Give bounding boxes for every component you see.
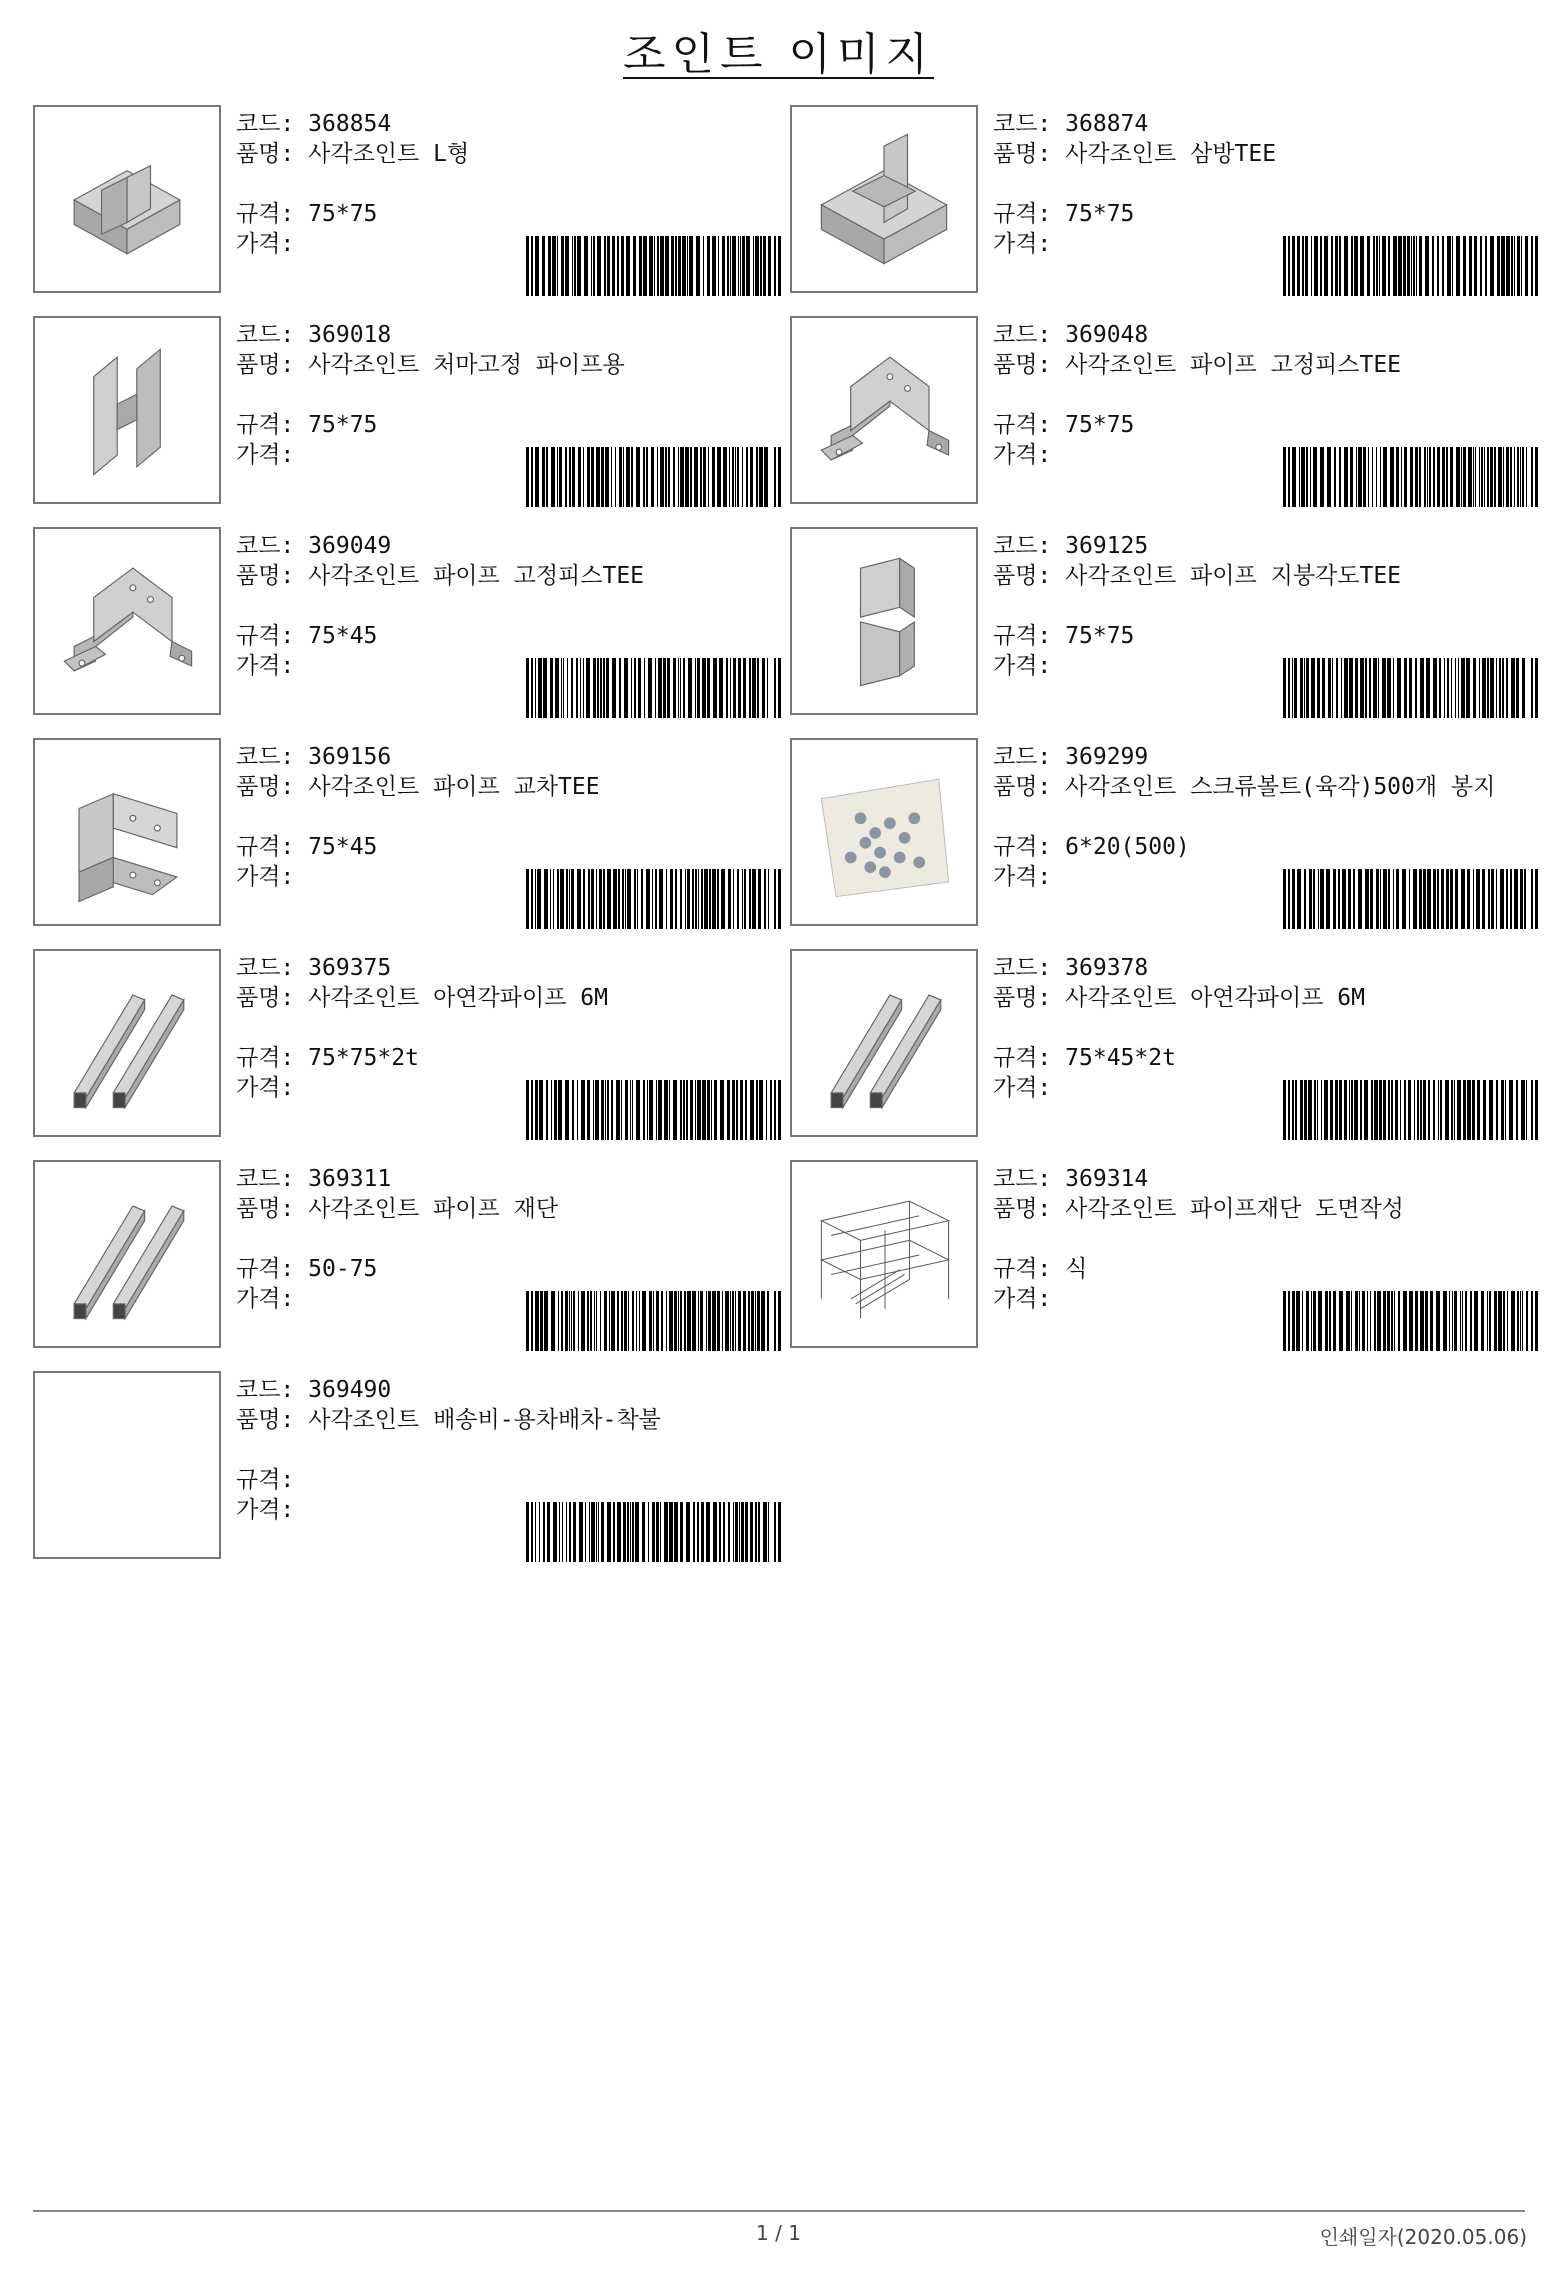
spacer xyxy=(236,1013,828,1043)
item-code-label: 코드: xyxy=(236,322,295,348)
spacer xyxy=(993,1013,1557,1043)
item-code-label: 코드: xyxy=(993,744,1052,770)
item-name-value: 사각조인트 파이프재단 도면작성 xyxy=(1065,1196,1404,1222)
product-card xyxy=(790,105,1540,297)
item-code-value: 369125 xyxy=(1065,533,1149,559)
item-name-label: 품명: xyxy=(236,1407,295,1433)
item-name-label: 품명: xyxy=(993,563,1052,589)
item-code xyxy=(236,320,828,350)
item-code-label: 코드: xyxy=(993,1166,1052,1192)
barcode xyxy=(526,1291,781,1351)
item-price-label: 가격: xyxy=(236,864,295,890)
item-spec-value: 75*45 xyxy=(308,623,378,649)
item-spec-label: 규격: xyxy=(993,623,1052,649)
item-code-value: 369018 xyxy=(308,322,392,348)
item-name-label: 품명: xyxy=(236,1196,295,1222)
item-code-label: 코드: xyxy=(993,322,1052,348)
barcode xyxy=(1283,1291,1538,1351)
item-name-value: 사각조인트 삼방TEE xyxy=(1065,141,1277,167)
item-name-value: 사각조인트 파이프 교차TEE xyxy=(308,774,600,800)
barcode xyxy=(526,869,781,929)
item-spec-value: 75*75 xyxy=(1065,412,1135,438)
item-spec-label: 규격: xyxy=(236,623,295,649)
product-card xyxy=(790,527,1540,719)
item-price-label: 가격: xyxy=(236,1497,295,1523)
item-code xyxy=(236,742,828,772)
product-card xyxy=(33,1371,783,1563)
item-code xyxy=(993,1164,1557,1194)
barcode xyxy=(526,236,781,296)
barcode xyxy=(1283,236,1538,296)
spacer xyxy=(236,591,828,621)
item-name xyxy=(993,772,1557,802)
item-spec-value: 75*75*2t xyxy=(308,1045,419,1071)
item-code-label: 코드: xyxy=(236,744,295,770)
item-code xyxy=(993,953,1557,983)
item-code-value: 369311 xyxy=(308,1166,392,1192)
square-pipe-icon xyxy=(33,1160,221,1348)
item-spec-value: 75*75 xyxy=(308,412,378,438)
item-name-value: 사각조인트 아연각파이프 6M xyxy=(1065,985,1365,1011)
item-name xyxy=(236,983,828,1013)
item-name-value: 사각조인트 파이프 고정피스TEE xyxy=(1065,352,1402,378)
page-title: 조인트 이미지 xyxy=(622,29,934,80)
item-price-label: 가격: xyxy=(993,1286,1052,1312)
spacer xyxy=(236,380,828,410)
item-spec xyxy=(993,410,1557,440)
item-code-label: 코드: xyxy=(993,111,1052,137)
item-spec-value: 6*20(500) xyxy=(1065,834,1190,860)
product-card xyxy=(33,316,783,508)
item-name-label: 품명: xyxy=(993,1196,1052,1222)
item-spec-value: 50-75 xyxy=(308,1256,378,1282)
item-name-label: 품명: xyxy=(993,774,1052,800)
item-spec xyxy=(236,199,828,229)
item-code-label: 코드: xyxy=(993,955,1052,981)
item-spec-value: 식 xyxy=(1065,1256,1088,1282)
barcode xyxy=(526,1080,781,1140)
item-spec xyxy=(236,1043,828,1073)
item-code-value: 368874 xyxy=(1065,111,1149,137)
item-spec-label: 규격: xyxy=(993,1256,1052,1282)
item-spec-label: 규격: xyxy=(236,201,295,227)
item-spec xyxy=(236,621,828,651)
spacer xyxy=(236,1435,828,1465)
barcode xyxy=(1283,1080,1538,1140)
item-price-label: 가격: xyxy=(236,231,295,257)
item-code-label: 코드: xyxy=(236,1377,295,1403)
item-code-label: 코드: xyxy=(236,533,295,559)
item-name-label: 품명: xyxy=(236,563,295,589)
item-spec xyxy=(993,1043,1557,1073)
item-name xyxy=(993,350,1557,380)
product-card xyxy=(790,738,1540,930)
item-price-label: 가격: xyxy=(993,231,1052,257)
item-spec-label: 규격: xyxy=(236,412,295,438)
item-code-value: 369490 xyxy=(308,1377,392,1403)
item-price-label: 가격: xyxy=(993,442,1052,468)
product-card xyxy=(33,949,783,1141)
item-name-label: 품명: xyxy=(993,352,1052,378)
item-name-value: 사각조인트 파이프 지붕각도TEE xyxy=(1065,563,1402,589)
item-code-value: 368854 xyxy=(308,111,392,137)
l-joint-icon xyxy=(33,105,221,293)
barcode xyxy=(1283,658,1538,718)
item-spec-label: 규격: xyxy=(993,201,1052,227)
item-spec-value: 75*75 xyxy=(1065,201,1135,227)
three-way-tee-icon xyxy=(790,105,978,293)
product-card xyxy=(790,1160,1540,1352)
item-name-label: 품명: xyxy=(236,985,295,1011)
square-pipe-icon xyxy=(33,949,221,1137)
item-spec xyxy=(993,199,1557,229)
item-name-label: 품명: xyxy=(236,141,295,167)
item-name xyxy=(993,1194,1557,1224)
item-name-value: 사각조인트 파이프 고정피스TEE xyxy=(308,563,645,589)
item-code-label: 코드: xyxy=(236,111,295,137)
square-pipe-icon xyxy=(790,949,978,1137)
item-spec-label: 규격: xyxy=(236,1256,295,1282)
item-code-value: 369048 xyxy=(1065,322,1149,348)
footer-divider xyxy=(33,2210,1525,2212)
item-spec-label: 규격: xyxy=(993,1045,1052,1071)
item-spec xyxy=(236,410,828,440)
item-name-label: 품명: xyxy=(236,352,295,378)
spacer xyxy=(236,169,828,199)
item-name-value: 사각조인트 처마고정 파이프용 xyxy=(308,352,625,378)
product-card xyxy=(790,316,1540,508)
item-name-label: 품명: xyxy=(993,985,1052,1011)
item-code-value: 369049 xyxy=(308,533,392,559)
item-spec-value: 75*75 xyxy=(1065,623,1135,649)
item-price-label: 가격: xyxy=(236,442,295,468)
item-price-label: 가격: xyxy=(993,1075,1052,1101)
spacer xyxy=(993,169,1557,199)
item-code xyxy=(236,953,828,983)
barcode xyxy=(526,658,781,718)
item-price-label: 가격: xyxy=(993,864,1052,890)
item-code-label: 코드: xyxy=(236,1166,295,1192)
item-code-label: 코드: xyxy=(993,533,1052,559)
spacer xyxy=(236,1224,828,1254)
item-name xyxy=(993,983,1557,1013)
item-code-label: 코드: xyxy=(236,955,295,981)
item-spec xyxy=(236,1254,828,1284)
barcode xyxy=(1283,447,1538,507)
item-price-label: 가격: xyxy=(993,653,1052,679)
spacer xyxy=(993,380,1557,410)
item-code xyxy=(993,320,1557,350)
item-price-label: 가격: xyxy=(236,653,295,679)
item-spec xyxy=(993,1254,1557,1284)
item-name-value: 사각조인트 L형 xyxy=(308,141,470,167)
item-name-value: 사각조인트 스크류볼트(육각)500개 봉지 xyxy=(1065,774,1496,800)
item-spec-label: 규격: xyxy=(236,1467,295,1493)
item-code-value: 369375 xyxy=(308,955,392,981)
spacer xyxy=(993,591,1557,621)
item-code xyxy=(993,531,1557,561)
item-spec xyxy=(993,621,1557,651)
item-spec-label: 규격: xyxy=(993,834,1052,860)
product-card xyxy=(33,527,783,719)
product-card xyxy=(33,105,783,297)
item-name xyxy=(236,772,828,802)
item-name xyxy=(236,139,828,169)
item-name xyxy=(236,1405,828,1435)
item-name-label: 품명: xyxy=(993,141,1052,167)
item-spec-value: 75*75 xyxy=(308,201,378,227)
item-spec-value: 75*45*2t xyxy=(1065,1045,1176,1071)
saddle-bracket-icon xyxy=(790,316,978,504)
item-spec-value: 75*45 xyxy=(308,834,378,860)
item-price-label: 가격: xyxy=(236,1286,295,1312)
item-code-value: 369314 xyxy=(1065,1166,1149,1192)
barcode xyxy=(526,447,781,507)
item-code-value: 369378 xyxy=(1065,955,1149,981)
item-name-label: 품명: xyxy=(236,774,295,800)
item-code xyxy=(236,1164,828,1194)
item-name xyxy=(993,561,1557,591)
item-code xyxy=(993,109,1557,139)
print-date: 인쇄일자(2020.05.06) xyxy=(1319,2225,1527,2249)
spacer xyxy=(993,802,1557,832)
barcode xyxy=(526,1502,781,1562)
item-name xyxy=(236,1194,828,1224)
item-spec xyxy=(236,1465,828,1495)
eave-bracket-icon xyxy=(33,316,221,504)
item-code xyxy=(236,109,828,139)
item-code-value: 369299 xyxy=(1065,744,1149,770)
screw-bag-icon xyxy=(790,738,978,926)
item-spec xyxy=(993,832,1557,862)
item-code xyxy=(993,742,1557,772)
frame-structure-icon xyxy=(790,1160,978,1348)
spacer xyxy=(236,802,828,832)
item-spec-label: 규격: xyxy=(236,834,295,860)
item-price-label: 가격: xyxy=(236,1075,295,1101)
product-card xyxy=(33,1160,783,1352)
product-image-placeholder xyxy=(33,1371,221,1559)
spacer xyxy=(993,1224,1557,1254)
item-code-value: 369156 xyxy=(308,744,392,770)
item-name xyxy=(236,561,828,591)
item-spec-label: 규격: xyxy=(993,412,1052,438)
page-number: 1 / 1 xyxy=(756,2221,801,2245)
product-card xyxy=(790,949,1540,1141)
item-name xyxy=(236,350,828,380)
item-spec-label: 규격: xyxy=(236,1045,295,1071)
item-name-value: 사각조인트 파이프 재단 xyxy=(308,1196,559,1222)
item-name xyxy=(993,139,1557,169)
item-spec xyxy=(236,832,828,862)
item-name-value: 사각조인트 배송비-용차배차-착불 xyxy=(308,1407,661,1433)
item-code xyxy=(236,1375,828,1405)
cross-tee-icon xyxy=(33,738,221,926)
barcode xyxy=(1283,869,1538,929)
item-code xyxy=(236,531,828,561)
product-card xyxy=(33,738,783,930)
saddle-bracket-icon xyxy=(33,527,221,715)
roof-angle-tee-icon xyxy=(790,527,978,715)
item-name-value: 사각조인트 아연각파이프 6M xyxy=(308,985,608,1011)
